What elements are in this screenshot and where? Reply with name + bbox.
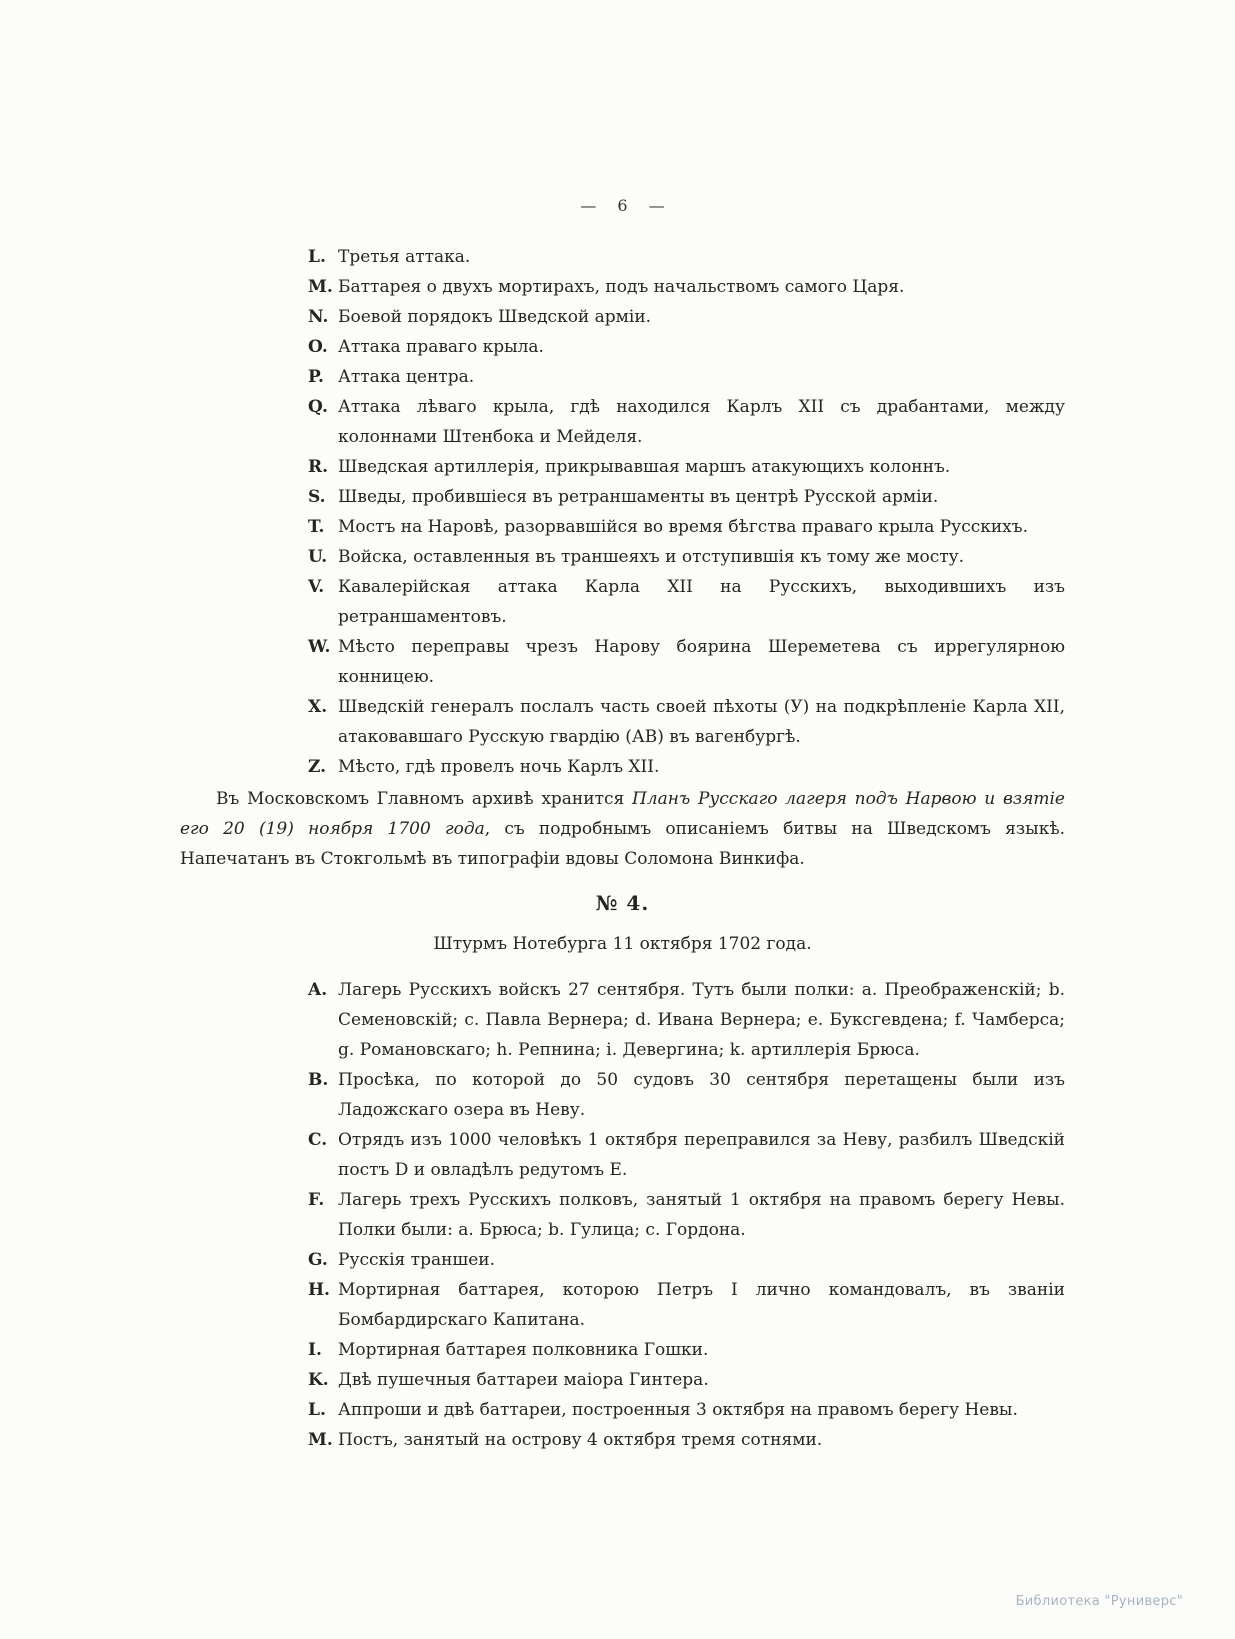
legend-letter: K. <box>308 1370 329 1390</box>
legend-item <box>308 452 1065 482</box>
legend-letter: V. <box>308 577 325 597</box>
legend-text: Шведы, пробившіеся въ ретраншаменты въ центрѣ Русской арміи. <box>338 487 939 507</box>
runivers-watermark: Библиотека "Руниверс" <box>1015 1594 1183 1609</box>
legend-item <box>308 1365 1065 1395</box>
plan4-legend-list <box>180 975 1065 1455</box>
legend-text: Отрядъ изъ 1000 человѣкъ 1 октября переправился за Неву, разбилъ Шведскій постъ D и овладѣлъ редутомъ E. <box>338 1130 1065 1180</box>
legend-text: Лагерь Русскихъ войскъ 27 сентября. Тутъ были полки: a. Преображенскій; b. Семеновскій; c. Павла Вернера; d. Ивана Вернера; e. Буксгевдена; f. Чамберса; g. Романовскаго; h. Репнина; i. Девергина; k. артиллерія Брюса. <box>338 980 1065 1060</box>
legend-text: Аппроши и двѣ баттареи, построенныя 3 октября на правомъ берегу Невы. <box>338 1400 1018 1420</box>
legend-item <box>308 692 1065 752</box>
legend-letter: I. <box>308 1340 322 1360</box>
legend-item <box>308 302 1065 332</box>
archive-note-text: , съ подробнымъ описаніемъ битвы на Шведскомъ языкѣ. Напечатанъ въ Стокгольмѣ въ типографіи вдовы Соломона Винкифа. <box>180 819 1065 869</box>
legend-letter: Z. <box>308 757 327 777</box>
legend-item <box>308 332 1065 362</box>
legend-item <box>308 362 1065 392</box>
page-number: — 6 — <box>580 196 665 215</box>
legend-item <box>308 1185 1065 1245</box>
plan3-legend-list <box>180 242 1065 782</box>
legend-text: Постъ, занятый на острову 4 октября тремя сотнями. <box>338 1430 823 1450</box>
document-page <box>180 196 1065 1455</box>
legend-letter: G. <box>308 1250 328 1270</box>
legend-letter: R. <box>308 457 329 477</box>
legend-item <box>308 975 1065 1065</box>
legend-letter: B. <box>308 1070 329 1090</box>
legend-text: Боевой порядокъ Шведской арміи. <box>338 307 652 327</box>
legend-text: Просѣка, по которой до 50 судовъ 30 сентября перетащены были изъ Ладожскаго озера въ Неву. <box>338 1070 1065 1120</box>
legend-item <box>308 242 1065 272</box>
legend-item <box>308 542 1065 572</box>
legend-item <box>308 512 1065 542</box>
legend-text: Войска, оставленныя въ траншеяхъ и отступившія къ тому же мосту. <box>338 547 965 567</box>
legend-letter: X. <box>308 697 328 717</box>
legend-text: Аттака лѣваго крыла, гдѣ находился Карлъ XII съ драбантами, между колоннами Штенбока и Мейделя. <box>338 397 1065 447</box>
legend-item <box>308 392 1065 452</box>
legend-item <box>308 1425 1065 1455</box>
legend-letter: C. <box>308 1130 328 1150</box>
legend-letter: P. <box>308 367 324 387</box>
legend-text: Мѣсто, гдѣ провелъ ночь Карлъ XII. <box>338 757 660 777</box>
legend-item <box>308 1245 1065 1275</box>
legend-text: Кавалерійская аттака Карла XII на Русскихъ, выходившихъ изъ ретраншаментовъ. <box>338 577 1065 627</box>
legend-item <box>308 632 1065 692</box>
archive-note-text: Въ Московскомъ Главномъ архивѣ хранится <box>216 789 632 809</box>
legend-item <box>308 1275 1065 1335</box>
legend-text: Баттарея о двухъ мортирахъ, подъ начальствомъ самого Царя. <box>338 277 905 297</box>
legend-letter: H. <box>308 1280 330 1300</box>
legend-letter: W. <box>308 637 331 657</box>
legend-item <box>308 482 1065 512</box>
legend-text: Лагерь трехъ Русскихъ полковъ, занятый 1 октября на правомъ берегу Невы. Полки были: a. Брюса; b. Гулица; c. Гордона. <box>338 1190 1065 1240</box>
legend-item <box>308 1125 1065 1185</box>
legend-letter: N. <box>308 307 329 327</box>
legend-text: Мѣсто переправы чрезъ Нарову боярина Шереметева съ иррегулярною конницею. <box>338 637 1065 687</box>
legend-text: Мостъ на Наровѣ, разорвавшійся во время бѣгства праваго крыла Русскихъ. <box>338 517 1028 537</box>
archive-note-paragraph <box>180 784 1065 874</box>
archive-note-italic-title: Планъ Русскаго лагеря подъ Нарвою и взятіе его 20 (19) ноября 1700 года <box>180 789 1065 839</box>
legend-letter: M. <box>308 1430 333 1450</box>
legend-item <box>308 1065 1065 1125</box>
legend-letter: A. <box>308 980 328 1000</box>
legend-item <box>308 1395 1065 1425</box>
legend-text: Двѣ пушечныя баттареи маіора Гинтера. <box>338 1370 709 1390</box>
legend-text: Мортирная баттарея, которою Петръ I лично командовалъ, въ званіи Бомбардирскаго Капитана. <box>338 1280 1065 1330</box>
legend-item <box>308 272 1065 302</box>
legend-text: Русскія траншеи. <box>338 1250 496 1270</box>
legend-text: Аттака праваго крыла. <box>338 337 544 357</box>
legend-text: Шведскій генералъ послалъ часть своей пѣхоты (У) на подкрѣпленіе Карла XII, атаковавшаго Русскую гвардію (АВ) въ вагенбургѣ. <box>338 697 1065 747</box>
section-number: № 4. <box>595 891 650 915</box>
legend-letter: S. <box>308 487 326 507</box>
legend-letter: L. <box>308 247 326 267</box>
legend-letter: T. <box>308 517 325 537</box>
legend-text: Аттака центра. <box>338 367 475 387</box>
section-title: Штурмъ Нотебурга 11 октября 1702 года. <box>433 934 812 954</box>
legend-letter: U. <box>308 547 328 567</box>
legend-text: Шведская артиллерія, прикрывавшая маршъ атакующихъ колоннъ. <box>338 457 951 477</box>
legend-item <box>308 752 1065 782</box>
legend-item <box>308 572 1065 632</box>
legend-letter: Q. <box>308 397 328 417</box>
legend-text: Третья аттака. <box>338 247 471 267</box>
legend-item <box>308 1335 1065 1365</box>
legend-letter: O. <box>308 337 328 357</box>
legend-letter: M. <box>308 277 333 297</box>
legend-letter: L. <box>308 1400 326 1420</box>
legend-letter: F. <box>308 1190 325 1210</box>
legend-text: Мортирная баттарея полковника Гошки. <box>338 1340 709 1360</box>
